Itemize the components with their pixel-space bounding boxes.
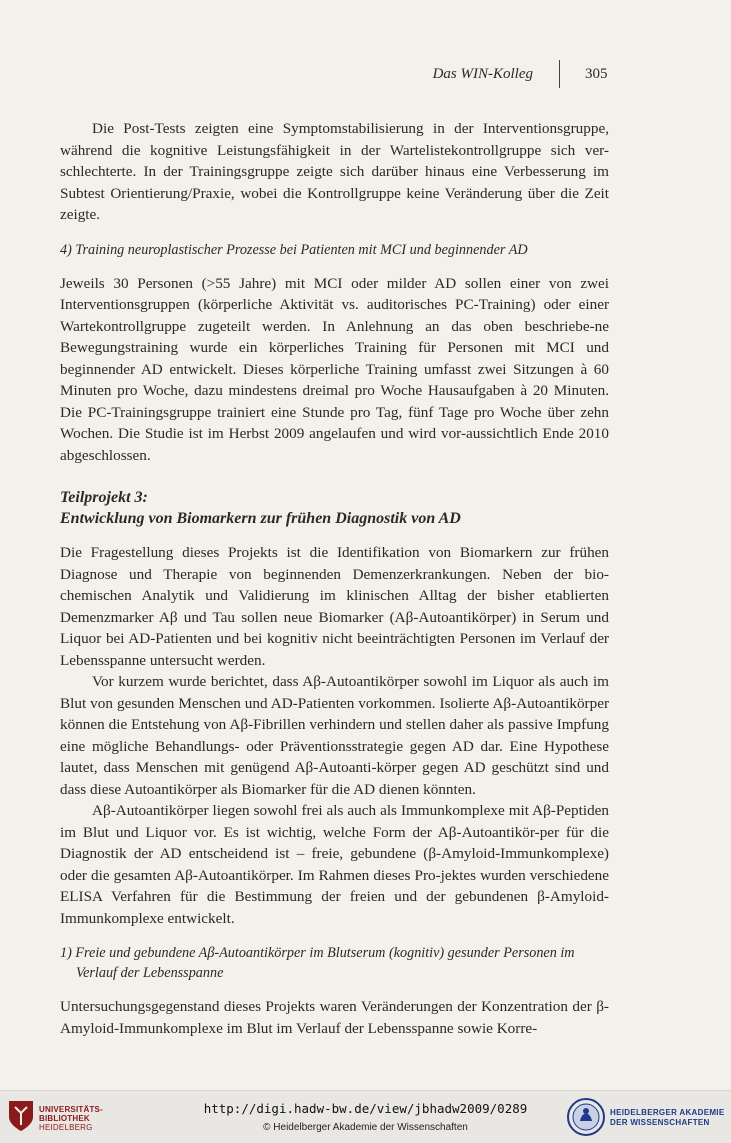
section-heading-line-1: Teilprojekt 3: [60, 489, 148, 506]
academy-seal-icon [566, 1097, 606, 1137]
paragraph-autoantikoerper: Aβ-Autoantikörper liegen sowohl frei als auch als Immunkomplexe mit Aβ-Peptiden im Blut und Liquor vor. Es ist wichtig, welche Form der Aβ-Autoantikör-per für die Diagnostik der AD entscheidend ist – freie, gebundene (β-Amyloid-Immunkomplexe) oder die gesamten Aβ-Autoantikörper. Im Rahmen dieses Pro-jektes wurden verschiedene ELISA Verfahren für die Bestimmung der freien und der gebundenen β-Amyloid-Immunkomplexe entwickelt. [60, 802, 609, 927]
library-logo-line-3: HEIDELBERG [39, 1123, 93, 1132]
paragraph-fragestellung: Die Fragestellung dieses Projekts ist die Identifikation von Biomarkern zur frühen Diagnose und Therapie von beginnenden Demenzerkrankungen. Neben der bio-chemischen Analytik und Validierung im klinischen Alltag der bisher etablierten Demenzmarker Aβ und Tau sollen neue Biomarker (Aβ-Autoantikörper) in Serum und Liquor bei AD-Patienten und bei kognitiv nicht beeinträchtigten Personen im Verlauf der Lebensspanne untersucht werden. [60, 544, 609, 669]
running-head [0, 66, 731, 88]
body-text [60, 118, 609, 1039]
subheading-training-neuroplastic: 4) Training neuroplastischer Prozesse bei Patienten mit MCI und beginnender AD [60, 241, 528, 258]
page-number: 305 [585, 66, 608, 82]
section-heading-line-2: Entwicklung von Biomarkern zur frühen Diagnostik von AD [60, 510, 461, 527]
running-head-title: Das WIN-Kolleg [432, 66, 533, 82]
academy-logo-line-2: DER WISSENSCHAFTEN [610, 1118, 710, 1127]
viewer-footer [0, 1090, 731, 1143]
library-logo-line-2: BIBLIOTHEK [39, 1114, 90, 1123]
copyright-notice: © Heidelberger Akademie der Wissenschaften [263, 1122, 468, 1133]
academy-logo-line-1: HEIDELBERGER AKADEMIE [610, 1108, 725, 1117]
running-head-divider [559, 60, 560, 88]
paragraph-post-tests: Die Post-Tests zeigten eine Symptomstabilisierung in der Interventionsgruppe, während die kognitive Leistungsfähigkeit in der Wartelistekontrollgruppe sich ver-schlechterte. In der Trainingsgruppe zeigte sich darüber hinaus eine Verbesserung im Subtest Orientierung/Praxie, wobei die Kontrollgruppe keine Veränderung über die Zeit zeigte. [60, 120, 609, 223]
paragraph-untersuchungsgegenstand: Untersuchungsgegenstand dieses Projekts waren Veränderungen der Konzentration der β-Amyloid-Immunkomplexe im Blut im Verlauf der Lebensspanne sowie Korre- [60, 998, 609, 1037]
academy-logo[interactable] [566, 1097, 726, 1137]
paragraph-jeweils: Jeweils 30 Personen (>55 Jahre) mit MCI oder milder AD sollen einer von zwei Interventionsgruppen (körperliche Aktivität vs. auditorisches PC-Training) oder einer Wartekontrollgruppe zugeteilt werden. In Anlehnung an das oben beschriebe-ne Bewegungstraining wurde ein körperliches Training für Personen mit MCI und beginnender AD entwickelt. Dieses körperliche Training umfasst zwei Sitzungen à 60 Minuten pro Woche, dazu mindestens dreimal pro Woche Hausaufgaben à 20 Minuten. Die PC-Trainingsgruppe trainiert eine Stunde pro Tag, fünf Tage pro Woche über zehn Wochen. Die Studie ist im Herbst 2009 angelaufen und wird vor-aussichtlich Ende 2010 abgeschlossen. [60, 274, 609, 464]
library-logo-line-1: UNIVERSITÄTS- [39, 1105, 103, 1114]
document-url[interactable]: http://digi.hadw-bw.de/view/jbhadw2009/0289 [203, 1101, 528, 1116]
subheading-freie-gebundene: 1) Freie und gebundene Aβ-Autoantikörper im Blutserum (kognitiv) gesunder Personen im Verlauf der Lebensspanne [60, 945, 575, 981]
paragraph-vor-kurzem: Vor kurzem wurde berichtet, dass Aβ-Autoantikörper sowohl im Liquor als auch im Blut von gesunden Menschen und AD-Patienten vorkommen. Isolierte Aβ-Autoantikörper können die Entstehung von Aβ-Fibrillen verhindern und stellen daher als passive Impfung eine mögliche Behandlungs- oder Präventionsstrategie gegen AD dar. Eine Hypothese lautet, dass Menschen mit genügend Aβ-Autoanti-körper gegen AD geschützt sind und dass diese Autoantikörper als Biomarker für die AD dienen könnten. [60, 673, 609, 798]
